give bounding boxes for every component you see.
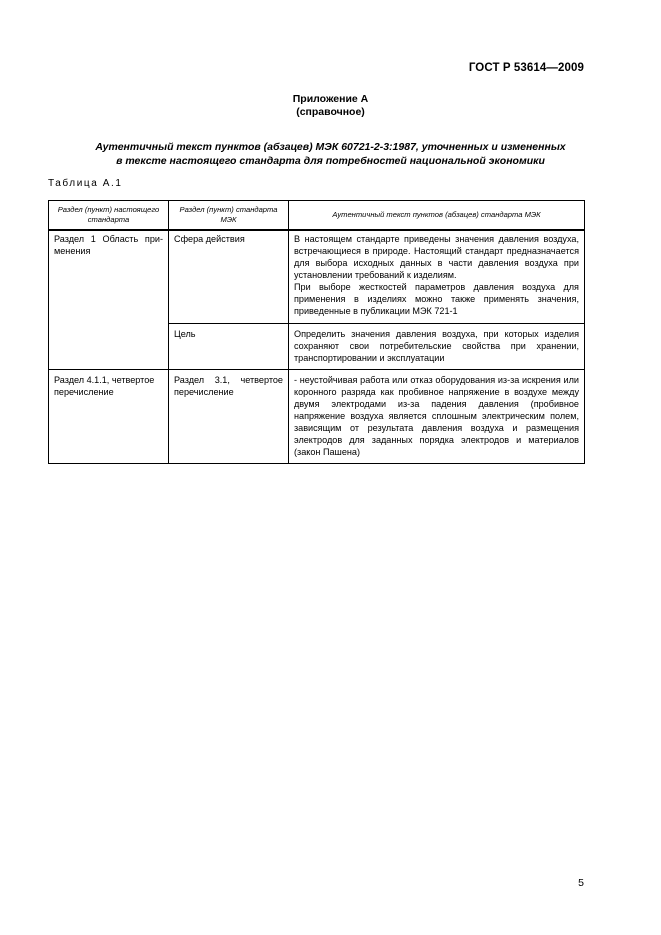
header-national-section: Раздел (пункт) настоящего стандарта — [49, 201, 169, 231]
appendix-type: (справочное) — [296, 106, 365, 118]
heading-line-2: в тексте настоящего стандарта для потребностей национальной экономики — [116, 155, 545, 167]
text-paragraph: В настоящем стандарте приведены значения давления воздуха, встречающиеся в природе. Настоящий стандарт предназначается для выбора исходных данных в части давления воздуха при установлении требований к изделиям. — [294, 234, 579, 280]
appendix-heading — [40, 140, 621, 168]
header-authentic-text: Аутентичный текст пунктов (абзацев) стандарта МЭК — [289, 201, 585, 231]
cell-iec-section: Сфера действия — [169, 230, 289, 324]
cell-national-section: Раздел 4.1.1, четвертое перечисление — [49, 370, 169, 464]
comparison-table — [48, 200, 585, 464]
cell-authentic-text — [289, 230, 585, 324]
table-row — [49, 230, 585, 324]
appendix-title — [0, 93, 661, 119]
table-caption: Таблица А.1 — [48, 178, 123, 189]
appendix-label: Приложение А — [292, 93, 369, 105]
table-row — [49, 370, 585, 464]
text-paragraph: При выборе жесткостей параметров давления воздуха для применения в изделиях можно также применять значения, приведенные в публикации МЭК 721-1 — [294, 282, 579, 316]
cell-iec-section: Цель — [169, 324, 289, 370]
cell-authentic-text: Определить значения давления воздуха, при которых изделия сохраняют свои потребительские свойства при хранении, транспортировании и эксплуатации — [289, 324, 585, 370]
cell-authentic-text: - неустойчивая работа или отказ оборудования из-за искрения или коронного разряда как пробивное напряжение в воздухе между двумя электродами из-за падения давления (пробивное напряжение воздуха является сплошным электрическим полем, зависящим от результата давления воздуха и размещения электродов для заданных порядка электродов и материалов (закон Пашена) — [289, 370, 585, 464]
cell-national-section: Раздел 1 Область применения — [49, 230, 169, 370]
standard-number: ГОСТ Р 53614—2009 — [468, 62, 584, 74]
heading-line-1: Аутентичный текст пунктов (абзацев) МЭК 60721-2-3:1987, уточненных и измененных — [95, 141, 566, 153]
table-header-row — [49, 201, 585, 231]
page-number: 5 — [578, 877, 584, 889]
header-iec-section: Раздел (пункт) стандарта МЭК — [169, 201, 289, 231]
cell-iec-section: Раздел 3.1, четвертое перечисление — [169, 370, 289, 464]
